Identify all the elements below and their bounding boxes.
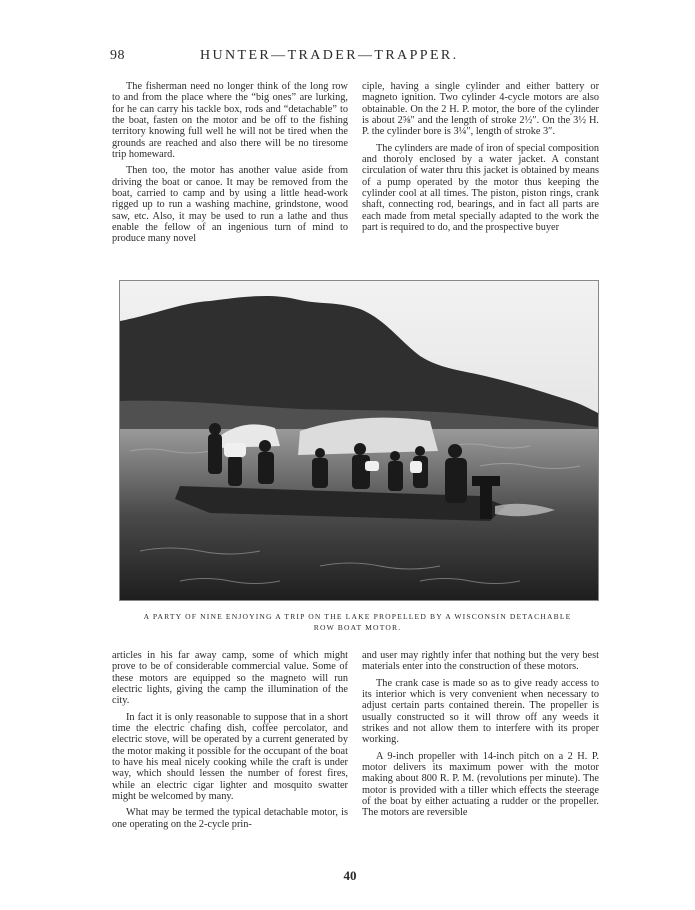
- running-head: HUNTER—TRADER—TRAPPER.: [200, 48, 459, 63]
- text-column-top-right: [362, 81, 599, 233]
- figure-caption: [110, 611, 605, 633]
- paragraph: In fact it is only reasonable to suppose that in a short time the electric chafing dish, coffee percolator, and electric stove, will be operated by a current generated by the motor making it possible for the occupant of the boat to have his meal nicely cooking while the craft is under way, which should lessen the number of forest fires, while an electric cigar lighter and mosquito swatter might be welcomed by many.: [112, 711, 348, 803]
- text-column-top-left: [112, 81, 348, 245]
- paragraph: What may be termed the typical detachable motor, is one operating on the 2-cycle prin-: [112, 807, 348, 830]
- paragraph: ciple, having a single cylinder and either battery or magneto ignition. Two cylinder 4-cycle motors are also obtainable. On the 2 H. P. motor, the bore of the cylinder is about 2⅝″ and the length of stroke 2½″. On the 3½ H. P. the cylinder bore is 3¼″, length of stroke 3″.: [362, 81, 599, 138]
- text-column-bottom-left: [112, 650, 348, 830]
- page-number: 98: [110, 48, 125, 63]
- folio-number: 40: [343, 868, 357, 883]
- text-column-bottom-right: [362, 650, 599, 819]
- lake-boat-photograph: [119, 280, 599, 601]
- paragraph: A 9-inch propeller with 14-inch pitch on a 2 H. P. motor delivers its maximum power with the motor making about 800 R. P. M. (revolutions per minute). The motor is provided with a tiller which effects the steerage of the boat by either actuating a rudder or the propeller. The motors are reversible: [362, 750, 599, 819]
- paragraph: The fisherman need no longer think of the long row to and from the place where the “big ones” are lurking, for he can carry his tackle box, rods and “detachable” to the boat, fasten on the motor and be off to the fishing territory knowing full well he will not be tired when the grounds are reached and also there will be no tiresome trip homeward.: [112, 81, 348, 161]
- paragraph: and user may rightly infer that nothing but the very best materials enter into the construction of these motors.: [362, 650, 599, 673]
- caption-line-2: ROW BOAT MOTOR.: [313, 623, 402, 632]
- paragraph: The cylinders are made of iron of special composition and thoroly enclosed by a water jacket. A constant circulation of water thru this jacket is obtained by means of a pump operated by the motor thus keeping the cylinder cool at all times. The piston, piston rings, crank shaft, connecting rod, bearings, and in fact all parts are each made from metal specially adapted to the work the part is required to do, and the prospective buyer: [362, 142, 599, 234]
- paragraph: articles in his far away camp, some of which might prove to be of considerable commercial value. Some of these motors are equipped so the magneto will run electric lights, giving the camp the illumination of the city.: [112, 650, 348, 707]
- photo-illustration: [120, 281, 598, 600]
- paragraph: The crank case is made so as to give ready access to its interior which is very convenient when necessary to adjust certain parts contained therein. The propeller is usually constructed so it will throw off any weeds it strikes and not allow them to interfere with its proper working.: [362, 677, 599, 746]
- caption-line-1: A PARTY OF NINE ENJOYING A TRIP ON THE LAKE PROPELLED BY A WISCONSIN DETACHABLE: [143, 612, 572, 621]
- paragraph: Then too, the motor has another value aside from driving the boat or canoe. It may be removed from the boat, carried to camp and by using a little head-work rigged up to run a washing machine, grindstone, wood saw, etc. Also, it may be used to run a lathe and thus enable the fellow of an ingenious turn of mind to produce many novel: [112, 165, 348, 245]
